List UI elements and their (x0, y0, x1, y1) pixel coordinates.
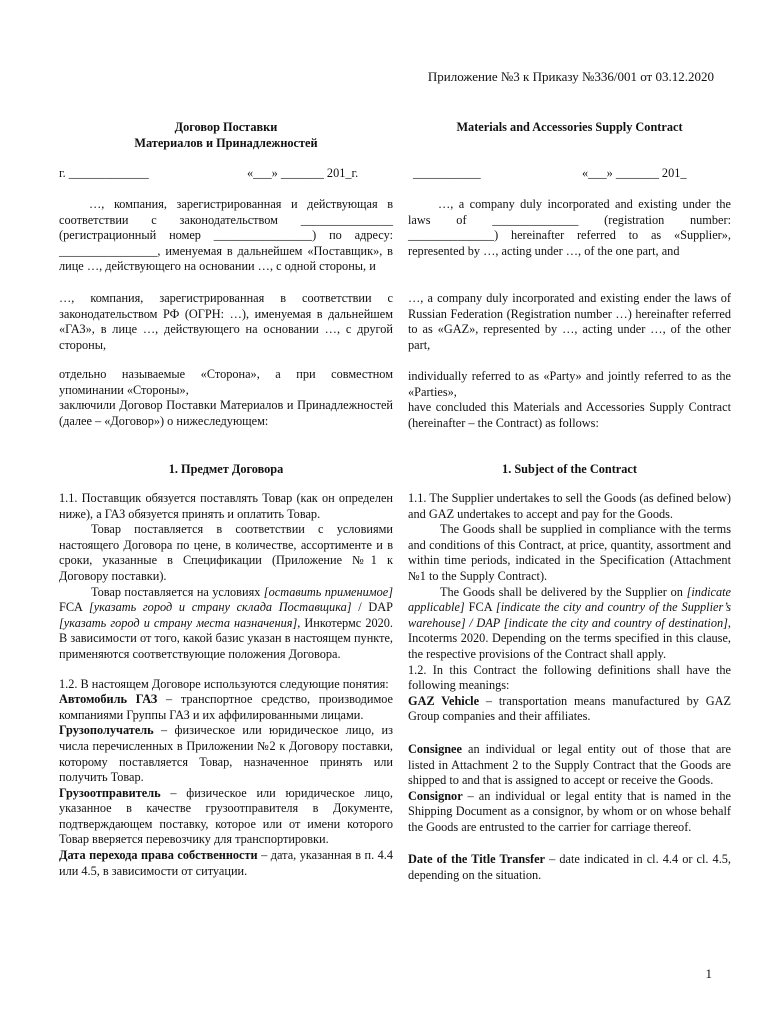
en-clause-1-1: 1.1. The Supplier undertakes to sell the Goods (as defined below) and GAZ undertakes to accept and pay for the Goods. (408, 491, 731, 521)
en-parties-block (408, 369, 731, 431)
ru-clause-1-1-c (59, 585, 393, 663)
en-c-text: The Goods shall be delivered by the Supplier on (440, 584, 687, 599)
date-ru-date: «___» _______ 201_г. (247, 166, 359, 180)
ru-def-term: Грузоотправитель (59, 785, 161, 800)
en-def-text: – date indicated in cl. 4.4 or cl. 4.5, depending on the situation. (408, 852, 732, 883)
ru-def-term: Грузополучатель (59, 723, 154, 738)
ru-concluded: заключили Договор Поставки Материалов и Принадлежностей (далее – «Договор») о нижеследующем: (59, 398, 393, 428)
section-1-heading-en: 1. Subject of the Contract (502, 462, 637, 476)
ru-c-italic: [указать город и страну склада Поставщика] (88, 600, 352, 615)
ru-clause-1-2: 1.2. В настоящем Договоре используются следующие понятия: (59, 676, 389, 691)
ru-def-text: – дата, указанная в п. 4.4 или 4.5, в зависимости от ситуации. (59, 848, 393, 878)
en-def-4 (408, 852, 731, 883)
en-intro-2: …, a company duly incorporated and existing ender the laws of Russian Federation (Registration number …) hereinafter referred to as «GAZ», represented by …, acting under …, of the other part, (408, 291, 731, 352)
en-c-italic: [indicate applicable] (408, 584, 731, 615)
ru-def-text: – физическое или юридическое лицо, указанное в качестве грузоотправителя в Документе, подтверждающем поставку, которое или от имени которого Товар вверяется перевозчику для транспортировки. (59, 785, 393, 847)
ru-parties: отдельно называемые «Сторона», а при совместном упоминании «Стороны», (59, 367, 393, 397)
en-parties: individually referred to as «Party» and jointly referred to as the «Parties», (408, 369, 731, 399)
en-section-1-body (408, 491, 731, 884)
en-c-text: , Incoterms 2020. Depending on the terms specified in this clause, the respective provisions of the Contract shall apply. (408, 615, 731, 661)
ru-c-text: FCA (59, 600, 89, 615)
en-clause-1-2: 1.2. In this Contract the following definitions shall have the following meanings: (408, 662, 731, 693)
date-en-date: «___» _______ 201_ (582, 166, 687, 180)
en-clause-1-1-b: The Goods shall be supplied in compliance with the terms and conditions of this Contract, at price, quantity, assortment and within time periods, indicated in the Specification (Attachment №1 to the Supply Contract). (408, 522, 731, 583)
ru-c-text: / DAP (351, 600, 393, 615)
en-def-text: – an individual or legal entity that is named in the Shipping Document as a consignor, by whom or on whose behalf the Goods are entrusted to the carrier for carriage thereof. (408, 788, 731, 834)
ru-def-2 (59, 723, 393, 785)
en-def-2 (408, 742, 731, 789)
en-def-term: Consignee (408, 741, 462, 756)
page-header: Приложение №3 к Приказу №336/001 от 03.12.2020 (427, 69, 714, 84)
en-clause-1-1-c (408, 585, 731, 663)
section-1-heading-ru: 1. Предмет Договора (168, 462, 284, 476)
ru-def-4 (59, 848, 393, 879)
ru-c-text: Товар поставляется на условиях (91, 584, 264, 599)
ru-c-italic: [указать город и страну места назначения] (59, 615, 298, 630)
ru-def-text: – физическое или юридическое лицо, из числа перечисленных в Приложении №2 к Договору поставки, которому поставляется Товар, назначенное принять или получить Товар. (59, 723, 393, 785)
en-def-text: – transportation means manufactured by GAZ Group companies and their affiliates. (408, 693, 731, 724)
ru-def-term: Автомобиль ГАЗ (59, 692, 158, 707)
en-intro-1: …, a company duly incorporated and existing under the laws of ______________ (registration number: ______________) hereinafter referred to as «Supplier», represented by …, acting under …, of the one part, and (408, 197, 731, 258)
en-def-term: Date of the Title Transfer (408, 852, 546, 867)
en-def-3 (408, 789, 731, 836)
ru-clause-1-1: 1.1. Поставщик обязуется поставлять Товар (как он определен ниже), а ГАЗ обязуется принять и оплатить Товар. (59, 491, 393, 521)
title-ru-line2: Материалов и Принадлежностей (134, 135, 318, 150)
en-def-text: an individual or legal entity out of those that are listed in Attachment 2 to the Supply Contract that the Goods are shipped to and that is assigned to accept or receive the Goods. (408, 741, 731, 788)
date-ru-city: г. _____________ (59, 166, 149, 180)
ru-def-1 (59, 692, 393, 723)
ru-clause-1-1-b: Товар поставляется в соответствии с условиями настоящего Договора по цене, в количестве, ассортименте и в сроки, указанные в Спецификации (Приложение №1 к Договору поставки). (59, 522, 393, 583)
page-number: 1 (705, 966, 712, 981)
date-en-city: ___________ (413, 166, 481, 180)
en-def-1 (408, 694, 731, 725)
en-c-text: FCA (464, 600, 496, 615)
ru-intro-1: …, компания, зарегистрированная и действующая в соответствии с законодательством _______________ (регистрационный номер ________________) по адресу: ________________, именуемая в дальнейшем «Поставщик», в лице …, действующего на основании …, с одной стороны, и (59, 197, 393, 274)
title-ru-line1: Договор Поставки (174, 120, 278, 134)
en-def-term: GAZ Vehicle (408, 693, 480, 708)
ru-section-1-body (59, 491, 393, 879)
title-en: Materials and Accessories Supply Contract (456, 120, 683, 134)
title-ru (59, 120, 393, 151)
ru-intro-2: …, компания, зарегистрированная в соответствии с законодательством РФ (ОГРН: …), именуемая в дальнейшем «ГАЗ», в лице …, действующего на основании …, с другой стороны, (59, 291, 393, 352)
ru-c-italic: [оставить применимое] (263, 584, 393, 599)
ru-c-text: , Инкотермс 2020. В зависимости от того, какой базис указан в настоящем пункте, применяются соответствующие положения Договора. (59, 615, 393, 661)
en-concluded: have concluded this Materials and Accessories Supply Contract (hereinafter – the Contract) as follows: (408, 400, 731, 430)
ru-def-term: Дата перехода права собственности (59, 848, 258, 863)
ru-def-text: – транспортное средство, производимое компаниями Группы ГАЗ и их аффилированными лицами. (59, 692, 393, 722)
ru-parties-block (59, 367, 393, 429)
en-c-italic: [indicate the city and country of the Supplier’s warehouse] / DAP [indicate the city and country of destination] (408, 600, 731, 630)
ru-def-3 (59, 786, 393, 848)
en-def-term: Consignor (408, 788, 463, 803)
